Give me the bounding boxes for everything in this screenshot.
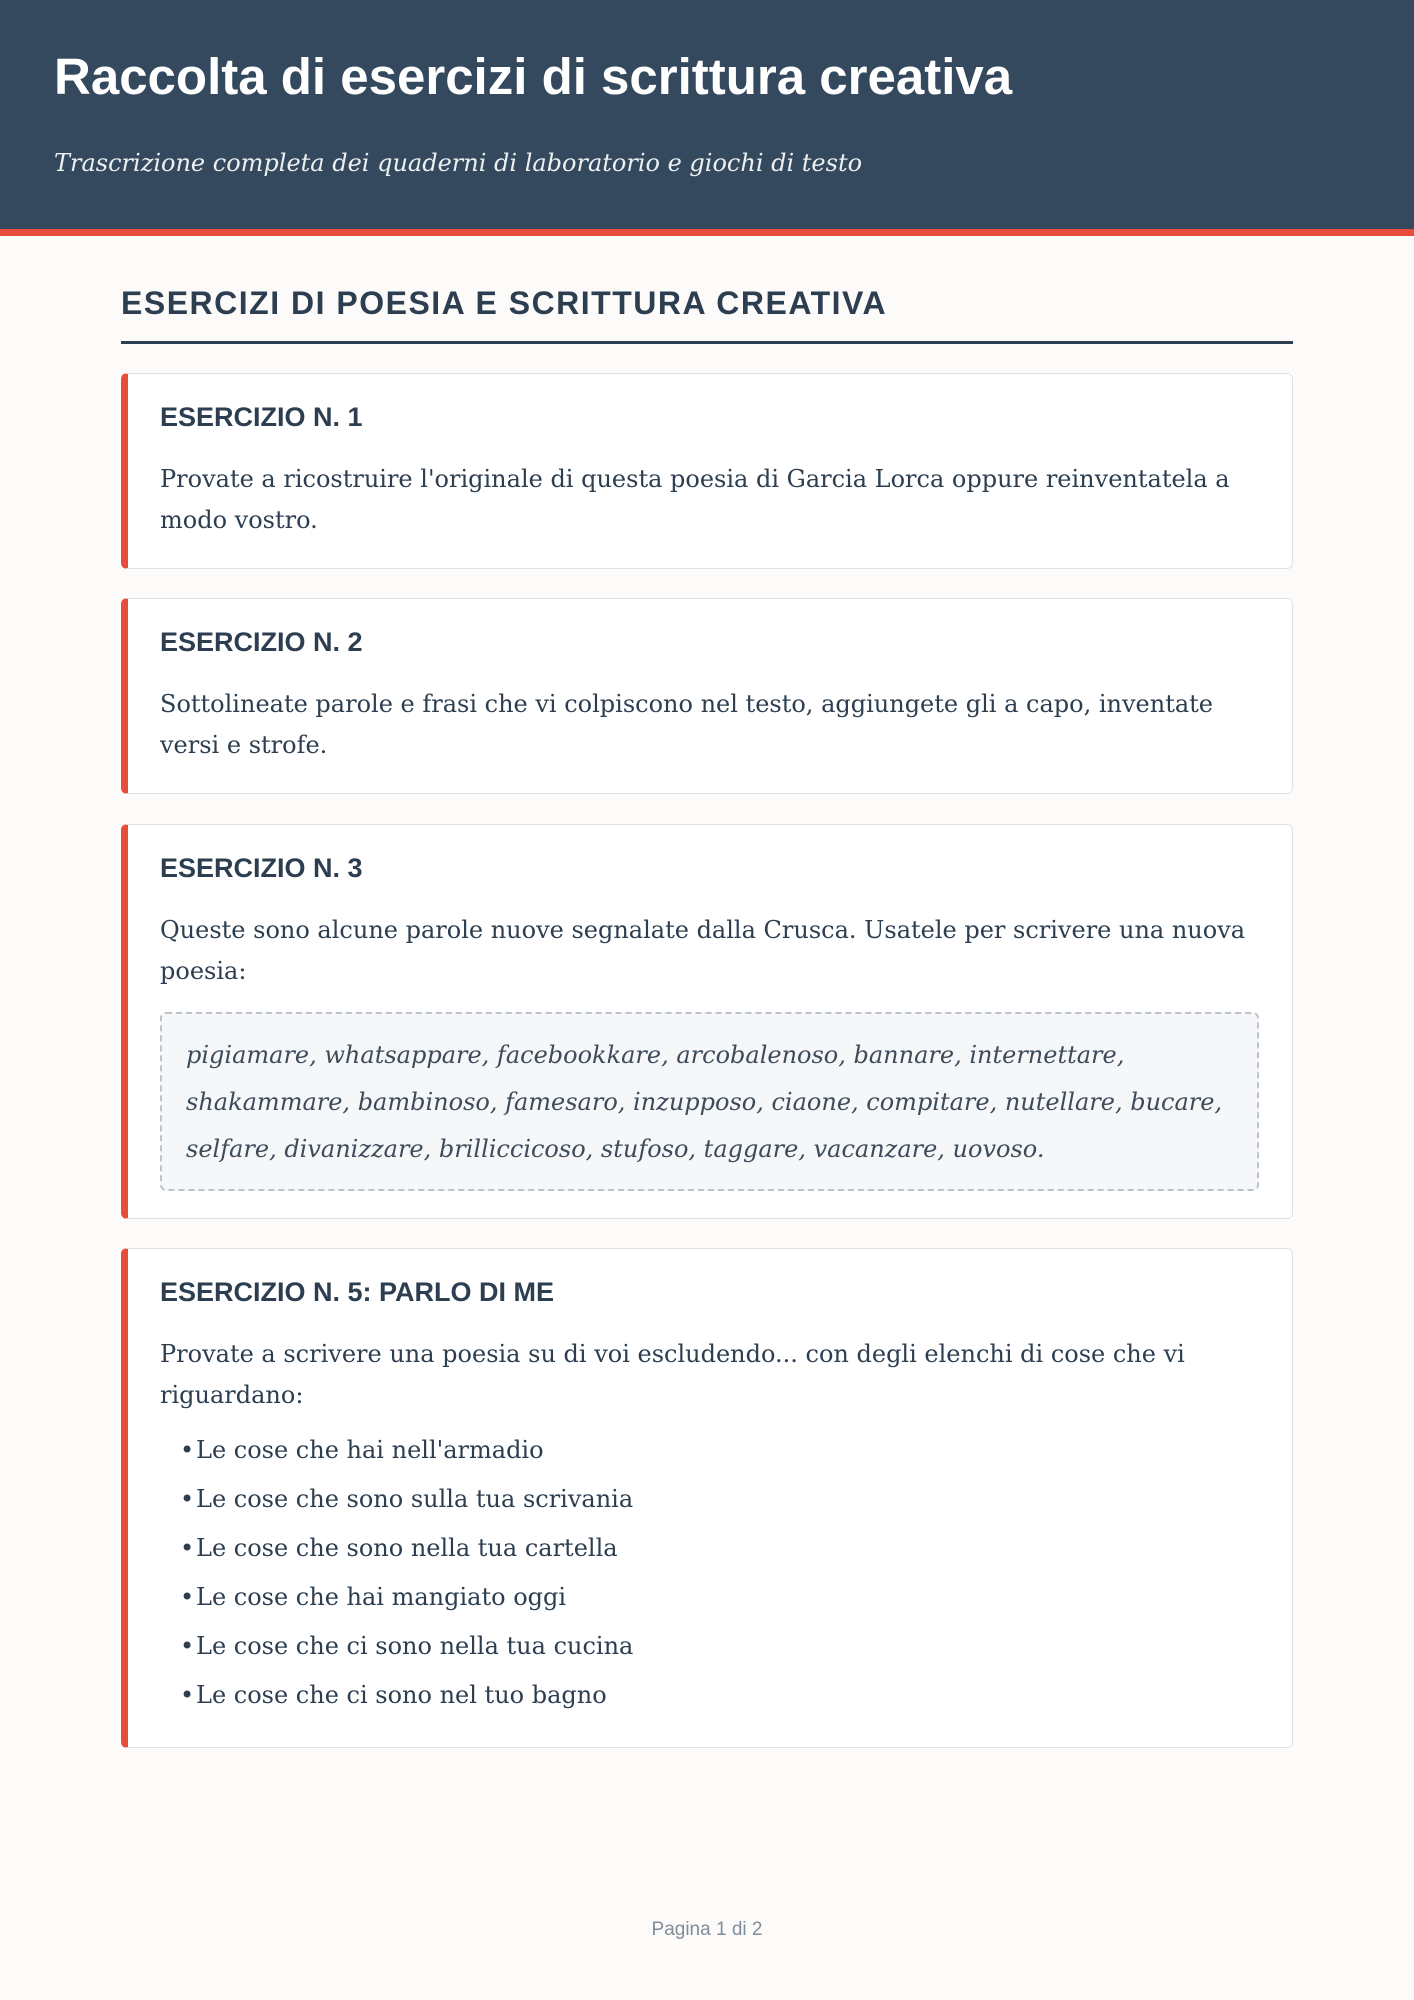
page-header (0, 0, 1414, 236)
bullet-icon: • (180, 1485, 195, 1513)
exercise-title: ESERCIZIO N. 1 (160, 402, 363, 432)
bullet-icon: • (180, 1534, 195, 1562)
exercise-card-2 (121, 598, 1293, 794)
exercise-title: ESERCIZIO N. 3 (160, 853, 363, 883)
bullet-list (180, 1426, 633, 1720)
list-item-text: Le cose che ci sono nella tua cucina (196, 1632, 634, 1660)
list-item-text: Le cose che hai mangiato oggi (196, 1583, 567, 1611)
exercise-text: Provate a ricostruire l'originale di questa poesia di Garcia Lorca oppure reinventatela a modo vostro. (160, 465, 1230, 534)
exercise-title: ESERCIZIO N. 2 (160, 627, 363, 657)
exercise-title: ESERCIZIO N. 5: PARLO DI ME (160, 1277, 555, 1307)
list-item-text: Le cose che hai nell'armadio (196, 1436, 544, 1464)
list-item (180, 1622, 633, 1671)
list-item-text: Le cose che ci sono nel tuo bagno (196, 1681, 607, 1709)
bullet-icon: • (180, 1681, 195, 1709)
document-subtitle: Trascrizione completa dei quaderni di laboratorio e giochi di testo (54, 149, 863, 177)
list-item-text: Le cose che sono sulla tua scrivania (196, 1485, 634, 1513)
list-item (180, 1671, 633, 1720)
list-item (180, 1573, 633, 1622)
list-item-text: Le cose che sono nella tua cartella (196, 1534, 618, 1562)
exercise-text: Sottolineate parole e frasi che vi colpiscono nel testo, aggiungete gli a capo, inventate versi e strofe. (160, 690, 1213, 759)
bullet-icon: • (180, 1436, 195, 1464)
exercise-text: Queste sono alcune parole nuove segnalate dalla Crusca. Usatele per scrivere una nuova poesia: (160, 916, 1246, 985)
document-title: Raccolta di esercizi di scrittura creativa (54, 48, 1013, 105)
exercise-text: Provate a scrivere una poesia su di voi escludendo... con degli elenchi di cose che vi riguardano: (160, 1340, 1185, 1409)
list-item (180, 1524, 633, 1573)
bullet-icon: • (180, 1583, 195, 1611)
exercise-card-5 (121, 1248, 1293, 1748)
bullet-icon: • (180, 1632, 195, 1660)
word-list: pigiamare, whatsappare, facebookkare, arcobalenoso, bannare, internettare, shakammare, bambinoso, famesaro, inzupposo, ciaone, compitare, nutellare, bucare, selfare, divanizzare, brilliccicoso, stufoso, taggare, vacanzare, uovoso. (186, 1041, 1223, 1163)
list-item (180, 1426, 633, 1475)
exercise-card-3 (121, 824, 1293, 1219)
page-number: Pagina 1 di 2 (651, 1919, 763, 1940)
section-divider (121, 341, 1293, 344)
exercise-card-1 (121, 373, 1293, 569)
list-item (180, 1475, 633, 1524)
word-list-box (160, 1012, 1259, 1191)
section-heading: ESERCIZI DI POESIA E SCRITTURA CREATIVA (121, 285, 888, 321)
